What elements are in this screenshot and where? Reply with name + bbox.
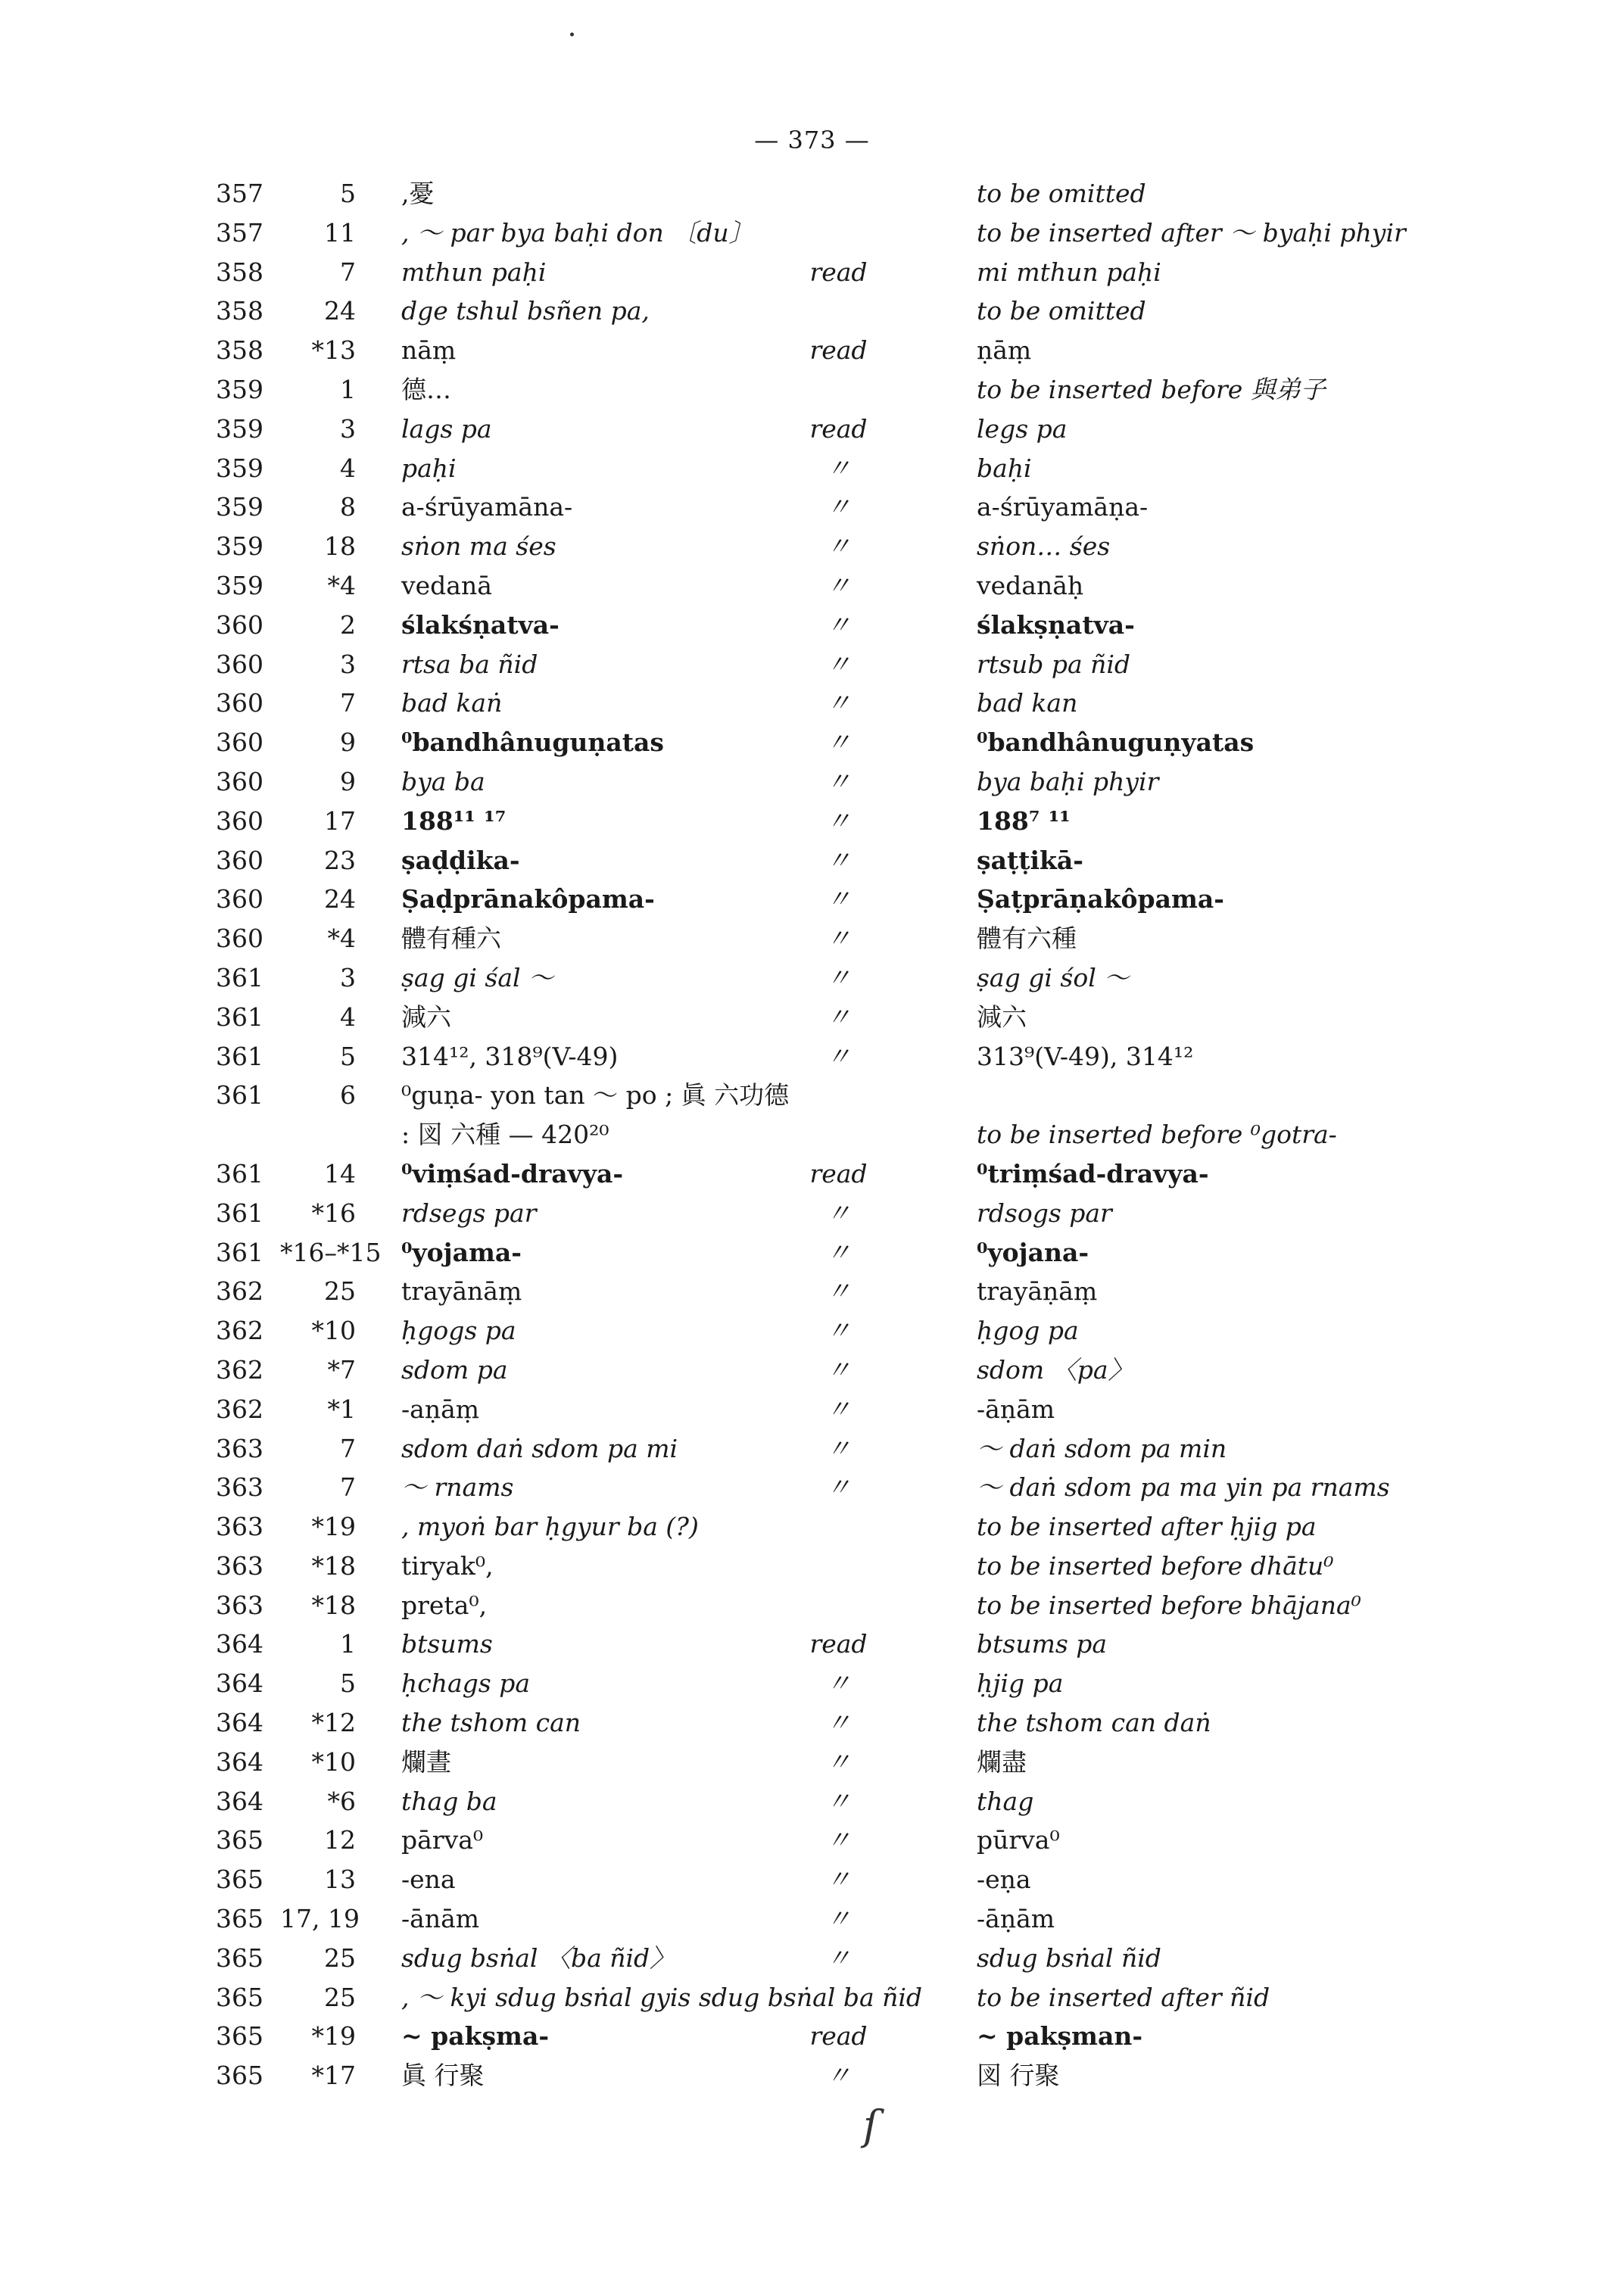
line-ref: 1	[340, 374, 356, 404]
errata-row	[0, 606, 1624, 645]
page-ref: 362	[216, 1394, 263, 1424]
line-ref: *4	[327, 924, 356, 954]
page-ref: 359	[216, 570, 263, 600]
line-ref: 3	[340, 649, 356, 679]
corrected-text: rdsogs par	[977, 1198, 1112, 1228]
corrected-text: to be inserted before bhājana⁰	[977, 1590, 1361, 1620]
original-text: 眞 行聚	[401, 2061, 485, 2091]
errata-row	[0, 410, 1624, 449]
page-ref: 365	[216, 2021, 263, 2052]
errata-row	[0, 488, 1624, 527]
errata-row	[0, 1311, 1624, 1351]
line-ref: *4	[327, 570, 356, 600]
page-ref: 361	[216, 962, 263, 992]
page-ref: 363	[216, 1512, 263, 1542]
corrected-text: to be omitted	[977, 296, 1146, 326]
page-ref: 360	[216, 609, 263, 640]
original-text: -aṇāṃ	[401, 1394, 480, 1424]
read-marker: 〃	[826, 1002, 851, 1032]
original-text: vedanā	[401, 570, 492, 600]
page-ref: 360	[216, 884, 263, 914]
corrected-text: rtsub pa ñid	[977, 649, 1131, 679]
page-ref: 360	[216, 727, 263, 758]
corrected-text: sṅon… śes	[977, 531, 1111, 562]
line-ref: 18	[324, 531, 356, 562]
corrected-text: ḥgog pa	[977, 1316, 1079, 1346]
page-ref: 357	[216, 217, 263, 248]
line-ref: 8	[340, 492, 356, 522]
original-text: bya ba	[401, 766, 485, 796]
corrected-text: to be inserted after ñid	[977, 1982, 1270, 2012]
errata-row	[0, 1115, 1624, 1154]
original-text: lags pa	[401, 413, 492, 444]
line-ref: 1	[340, 1629, 356, 1659]
original-text: , myoṅ bar ḥgyur ba (?)	[401, 1512, 699, 1542]
page-ref: 365	[216, 1865, 263, 1895]
corrected-text: ⁰yojana-	[977, 1237, 1089, 1267]
errata-row	[0, 1272, 1624, 1311]
page-number: — 373 —	[754, 126, 870, 154]
read-marker: 〃	[826, 570, 851, 600]
read-marker: 〃	[826, 1316, 851, 1346]
read-marker: 〃	[826, 1433, 851, 1463]
corrected-text: ṣaṭṭikā-	[977, 845, 1083, 875]
line-ref: 4	[340, 1002, 356, 1032]
line-ref: *6	[327, 1786, 356, 1816]
page-ref: 359	[216, 531, 263, 562]
page-ref: 358	[216, 296, 263, 326]
corrected-text: vedanāḥ	[977, 570, 1084, 600]
original-text: tiryak⁰,	[401, 1550, 494, 1581]
page-ref: 361	[216, 1080, 263, 1111]
line-ref: 7	[340, 257, 356, 287]
line-ref: 13	[324, 1865, 356, 1895]
line-ref: 4	[340, 453, 356, 483]
original-text: ḥgogs pa	[401, 1316, 516, 1346]
errata-row	[0, 331, 1624, 370]
line-ref: 25	[324, 1982, 356, 2012]
errata-row	[0, 645, 1624, 684]
original-text: rtsa ba ñid	[401, 649, 538, 679]
original-text: ⁰guṇa- yon tan ～ po ; 眞 六功德	[401, 1080, 790, 1111]
errata-row	[0, 880, 1624, 919]
read-marker: 〃	[826, 1041, 851, 1071]
line-ref: *18	[311, 1550, 356, 1581]
original-text: ṣaḍḍika-	[401, 845, 520, 875]
original-text: ⁰bandhânuguṇatas	[401, 727, 664, 758]
line-ref: 24	[324, 296, 356, 326]
page-ref: 364	[216, 1668, 263, 1699]
page-ref: 365	[216, 1904, 263, 1934]
page-ref: 362	[216, 1316, 263, 1346]
page-ref: 361	[216, 1158, 263, 1189]
page-ref: 361	[216, 1198, 263, 1228]
errata-row	[0, 1899, 1624, 1939]
page-ref: 358	[216, 257, 263, 287]
line-ref: 7	[340, 1472, 356, 1503]
read-marker: 〃	[826, 492, 851, 522]
line-ref: *18	[311, 1590, 356, 1620]
corrected-text: -āṇām	[977, 1904, 1055, 1934]
original-text: 314¹², 318⁹(V-49)	[401, 1041, 619, 1071]
stray-dot	[570, 33, 574, 36]
read-marker: read	[809, 335, 868, 366]
line-ref: 11	[324, 217, 356, 248]
line-ref: *16	[311, 1198, 356, 1228]
corrected-text: ~ pakṣman-	[977, 2021, 1143, 2052]
errata-row	[0, 213, 1624, 253]
original-text: 體有種六	[401, 924, 501, 954]
corrected-text: ⁰bandhânuguṇyatas	[977, 727, 1255, 758]
original-text: 188¹¹ ¹⁷	[401, 805, 507, 836]
page-ref: 359	[216, 374, 263, 404]
errata-row	[0, 2017, 1624, 2056]
errata-row	[0, 1664, 1624, 1703]
read-marker: 〃	[826, 1943, 851, 1973]
line-ref: *10	[311, 1316, 356, 1346]
page-ref: 358	[216, 335, 263, 366]
line-ref: 25	[324, 1276, 356, 1307]
original-text: ～ rnams	[401, 1472, 514, 1503]
line-ref: *12	[311, 1708, 356, 1738]
errata-row	[0, 2056, 1624, 2095]
errata-row	[0, 684, 1624, 723]
original-text: ~ pakṣma-	[401, 2021, 550, 2052]
page-ref: 364	[216, 1746, 263, 1777]
read-marker: 〃	[826, 1865, 851, 1895]
corrected-text: 図 行聚	[977, 2061, 1060, 2091]
corrected-text: -eṇa	[977, 1865, 1031, 1895]
corrected-text: 313⁹(V-49), 314¹²	[977, 1041, 1194, 1071]
errata-row	[0, 449, 1624, 488]
page-ref: 361	[216, 1041, 263, 1071]
errata-table	[0, 174, 1624, 2095]
corrected-text: 減六	[977, 1002, 1027, 1032]
page-ref: 360	[216, 845, 263, 875]
corrected-text: sdug bsṅal ñid	[977, 1943, 1161, 1973]
original-text: sdug bsṅal 〈ba ñid〉	[401, 1943, 675, 1973]
read-marker: read	[809, 1629, 868, 1659]
read-marker: 〃	[826, 1708, 851, 1738]
read-marker: 〃	[826, 845, 851, 875]
errata-row	[0, 762, 1624, 802]
line-ref: 17	[324, 805, 356, 836]
line-ref: *13	[311, 335, 356, 366]
read-marker: read	[809, 257, 868, 287]
errata-row	[0, 1939, 1624, 1978]
corrected-text: trayāṇāṃ	[977, 1276, 1098, 1307]
read-marker: read	[809, 413, 868, 444]
errata-row	[0, 1586, 1624, 1625]
errata-row	[0, 1743, 1624, 1782]
original-text: btsums	[401, 1629, 493, 1659]
line-ref: 5	[340, 179, 356, 208]
errata-row	[0, 1703, 1624, 1743]
page-ref: 362	[216, 1276, 263, 1307]
original-text: 德…	[401, 374, 451, 404]
errata-row	[0, 919, 1624, 958]
corrected-text: the tshom can daṅ	[977, 1708, 1211, 1738]
original-text: paḥi	[401, 453, 457, 483]
line-ref: 6	[340, 1080, 356, 1111]
page-ref: 363	[216, 1472, 263, 1503]
errata-row	[0, 1625, 1624, 1664]
original-text: 減六	[401, 1002, 451, 1032]
line-ref: 3	[340, 413, 356, 444]
corrected-text: ～ daṅ sdom pa min	[977, 1433, 1227, 1463]
line-ref: 7	[340, 1433, 356, 1463]
original-text: ṣag gi śal ～	[401, 962, 554, 992]
page-ref: 365	[216, 1943, 263, 1973]
read-marker: 〃	[826, 962, 851, 992]
errata-row	[0, 174, 1624, 213]
original-text: , ～ par bya baḥi don 〔du〕	[401, 217, 754, 248]
page-ref: 360	[216, 805, 263, 836]
read-marker: 〃	[826, 1786, 851, 1816]
errata-row	[0, 1782, 1624, 1821]
original-text: dge tshul bsñen pa,	[401, 296, 650, 326]
corrected-text: ḥjig pa	[977, 1668, 1064, 1699]
page-ref: 357	[216, 179, 263, 208]
corrected-text: 體有六種	[977, 924, 1077, 954]
line-ref: 24	[324, 884, 356, 914]
page-ref: 361	[216, 1002, 263, 1032]
corrected-text: to be inserted before ⁰gotra-	[977, 1120, 1337, 1150]
line-ref: 25	[324, 1943, 356, 1973]
corrected-text: to be inserted after ḥjig pa	[977, 1512, 1317, 1542]
line-ref: 5	[340, 1668, 356, 1699]
original-text: bad kaṅ	[401, 688, 503, 718]
page-ref: 363	[216, 1550, 263, 1581]
original-text: ,憂	[401, 179, 435, 208]
read-marker: 〃	[826, 884, 851, 914]
errata-row	[0, 958, 1624, 998]
original-text: ⁰viṃśad-dravya-	[401, 1158, 624, 1189]
corrected-text: sdom 〈pa〉	[977, 1354, 1133, 1385]
original-text: trayānāṃ	[401, 1276, 522, 1307]
read-marker: 〃	[826, 727, 851, 758]
corrected-text: thag	[977, 1786, 1034, 1816]
read-marker: 〃	[826, 531, 851, 562]
line-ref: 9	[340, 766, 356, 796]
corrected-text: baḥi	[977, 453, 1032, 483]
errata-row	[0, 527, 1624, 566]
line-ref: *16–*15	[280, 1237, 382, 1267]
errata-row	[0, 1390, 1624, 1429]
page-ref: 363	[216, 1590, 263, 1620]
read-marker: 〃	[826, 1394, 851, 1424]
line-ref: *7	[327, 1354, 356, 1385]
original-text: ⁰yojama-	[401, 1237, 522, 1267]
original-text: a-śrūyamāna-	[401, 492, 573, 522]
page-ref: 362	[216, 1354, 263, 1385]
errata-row	[0, 723, 1624, 762]
original-text: , ～ kyi sdug bsṅal gyis sdug bsṅal ba ñid	[401, 1982, 923, 2012]
original-text: -ena	[401, 1865, 456, 1895]
line-ref: *1	[327, 1394, 356, 1424]
line-ref: 5	[340, 1041, 356, 1071]
read-marker: 〃	[826, 1472, 851, 1503]
corrected-text: a-śrūyamāṇa-	[977, 492, 1149, 522]
corrected-text: ṇāṃ	[977, 335, 1032, 366]
page-ref: 364	[216, 1786, 263, 1816]
read-marker: 〃	[826, 1668, 851, 1699]
errata-row	[0, 253, 1624, 292]
original-text: thag ba	[401, 1786, 497, 1816]
errata-row	[0, 1507, 1624, 1547]
page-ref: 360	[216, 688, 263, 718]
read-marker: 〃	[826, 1276, 851, 1307]
page-ref: 359	[216, 492, 263, 522]
read-marker: 〃	[826, 2061, 851, 2091]
page-ref: 361	[216, 1237, 263, 1267]
corrected-text: Ṣaṭprāṇakôpama-	[977, 884, 1225, 914]
page-ref: 359	[216, 453, 263, 483]
corrected-text: bad kan	[977, 688, 1078, 718]
errata-row	[0, 1860, 1624, 1899]
errata-row	[0, 370, 1624, 410]
page-ref: 365	[216, 1982, 263, 2012]
line-ref: *17	[311, 2061, 356, 2091]
corrected-text: to be inserted after ～ byaḥi phyir	[977, 217, 1406, 248]
corrected-text: ślakṣṇatva-	[977, 609, 1135, 640]
errata-row	[0, 1233, 1624, 1273]
corrected-text: -āṇām	[977, 1394, 1055, 1424]
original-text: -ānām	[401, 1904, 480, 1934]
read-marker: 〃	[826, 766, 851, 796]
page-ref: 364	[216, 1629, 263, 1659]
errata-row	[0, 1154, 1624, 1194]
original-text: mthun paḥi	[401, 257, 547, 287]
corrected-text: btsums pa	[977, 1629, 1108, 1659]
corrected-text: mi mthun paḥi	[977, 257, 1161, 287]
corrected-text: legs pa	[977, 413, 1068, 444]
read-marker: 〃	[826, 453, 851, 483]
corrected-text: 188⁷ ¹¹	[977, 805, 1071, 836]
page-ref: 363	[216, 1433, 263, 1463]
read-marker: 〃	[826, 805, 851, 836]
original-text: ḥchags pa	[401, 1668, 531, 1699]
errata-row	[0, 1429, 1624, 1469]
corrected-text: to be inserted before 與弟子	[977, 374, 1326, 404]
errata-row	[0, 1468, 1624, 1507]
line-ref: *19	[311, 1512, 356, 1542]
errata-row	[0, 802, 1624, 841]
corrected-text: to be omitted	[977, 179, 1146, 208]
errata-row	[0, 1351, 1624, 1390]
corrected-text: ～ daṅ sdom pa ma yin pa rnams	[977, 1472, 1390, 1503]
original-text: preta⁰,	[401, 1590, 488, 1620]
original-text: : 図 六種 — 420²⁰	[401, 1120, 609, 1150]
errata-row	[0, 1194, 1624, 1233]
page-ref: 360	[216, 766, 263, 796]
errata-row	[0, 1821, 1624, 1860]
errata-row	[0, 1037, 1624, 1076]
line-ref: 7	[340, 688, 356, 718]
errata-row	[0, 1978, 1624, 2017]
original-text: rdsegs par	[401, 1198, 537, 1228]
errata-row	[0, 1076, 1624, 1115]
line-ref: 9	[340, 727, 356, 758]
corrected-text: ṣag gi śol ～	[977, 962, 1130, 992]
corrected-text: bya baḥi phyir	[977, 766, 1159, 796]
original-text: sdom daṅ sdom pa mi	[401, 1433, 678, 1463]
read-marker: 〃	[826, 1825, 851, 1855]
read-marker: 〃	[826, 1904, 851, 1934]
line-ref: 23	[324, 845, 356, 875]
corrected-text: 爛盡	[977, 1746, 1027, 1777]
corrected-text: to be inserted before dhātu⁰	[977, 1550, 1334, 1581]
original-text: sdom pa	[401, 1354, 508, 1385]
original-text: pārva⁰	[401, 1825, 484, 1855]
line-ref: *19	[311, 2021, 356, 2052]
read-marker: 〃	[826, 649, 851, 679]
errata-row	[0, 566, 1624, 606]
page-ref: 365	[216, 1825, 263, 1855]
line-ref: 3	[340, 962, 356, 992]
read-marker: 〃	[826, 609, 851, 640]
original-text: the tshom can	[401, 1708, 581, 1738]
page-ref: 365	[216, 2061, 263, 2091]
page-ref: 360	[216, 649, 263, 679]
read-marker: read	[809, 1158, 868, 1189]
stray-mark: ſ	[863, 2101, 878, 2149]
read-marker: 〃	[826, 1354, 851, 1385]
page-ref: 364	[216, 1708, 263, 1738]
read-marker: 〃	[826, 688, 851, 718]
original-text: Ṣaḍprānakôpama-	[401, 884, 655, 914]
line-ref: *10	[311, 1746, 356, 1777]
line-ref: 2	[340, 609, 356, 640]
read-marker: read	[809, 2021, 868, 2052]
read-marker: 〃	[826, 924, 851, 954]
read-marker: 〃	[826, 1746, 851, 1777]
read-marker: 〃	[826, 1237, 851, 1267]
errata-row	[0, 998, 1624, 1037]
line-ref: 14	[324, 1158, 356, 1189]
original-text: ślakśṇatva-	[401, 609, 560, 640]
original-text: nāṃ	[401, 335, 457, 366]
corrected-text: ⁰triṃśad-dravya-	[977, 1158, 1209, 1189]
original-text: 爛晝	[401, 1746, 451, 1777]
page-ref: 359	[216, 413, 263, 444]
errata-row	[0, 1547, 1624, 1586]
errata-row	[0, 841, 1624, 880]
read-marker: 〃	[826, 1198, 851, 1228]
line-ref: 17, 19	[280, 1904, 360, 1934]
page-ref: 360	[216, 924, 263, 954]
line-ref: 12	[324, 1825, 356, 1855]
original-text: sṅon ma śes	[401, 531, 556, 562]
errata-row	[0, 291, 1624, 331]
corrected-text: pūrva⁰	[977, 1825, 1060, 1855]
